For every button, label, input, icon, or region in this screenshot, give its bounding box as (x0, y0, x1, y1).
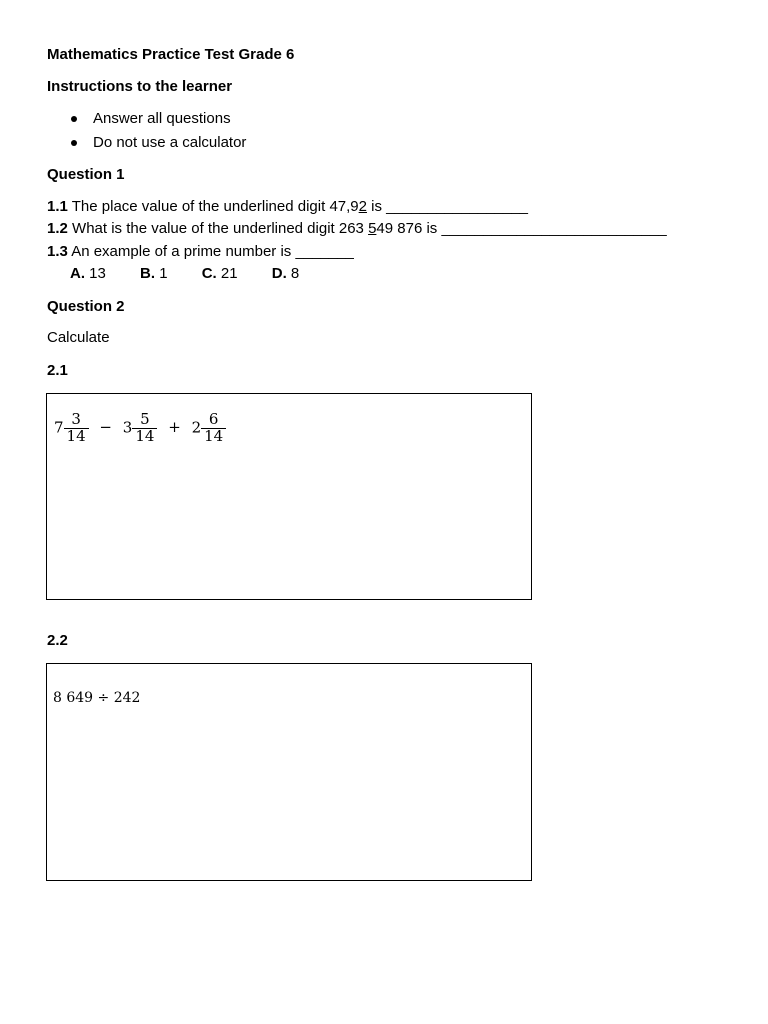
page-title: Mathematics Practice Test Grade 6 (47, 46, 295, 63)
question-1-1 (47, 198, 528, 215)
multiple-choice-options (70, 265, 329, 282)
question-text[interactable]: An example of a prime number is _______ (71, 243, 354, 260)
answer-blank[interactable]: 49 876 is ___________________________ (376, 220, 667, 237)
plus-operator: + (168, 418, 181, 437)
part-2-1-label: 2.1 (47, 362, 68, 379)
question-1-3 (47, 243, 354, 260)
division-expression: 8 649 ÷ 242 (53, 690, 141, 706)
option-c[interactable]: C. 21 (201, 265, 238, 282)
question-text: What is the value of the underlined digit 263 (72, 220, 369, 237)
part-2-2-label: 2.2 (47, 632, 68, 649)
fraction: $\frac{6}{14}$ (201, 412, 226, 445)
instruction-item: Do not use a calculator (93, 134, 247, 151)
answer-box-2-1[interactable] (46, 393, 532, 600)
fraction: $\frac{5}{14}$ (132, 412, 157, 445)
question-1-2 (47, 220, 667, 237)
fraction-expression: 7 $\frac{3}{14}$ − 3 $\frac{5}{14}$ + 2 $\frac{6}{14}$ (54, 412, 226, 445)
fraction: $\frac{3}{14}$ (64, 412, 89, 445)
question-number: 1.3 (47, 243, 68, 260)
minus-operator: − (99, 418, 112, 437)
question-2-heading: Question 2 (47, 298, 125, 315)
bullet-icon (71, 116, 77, 122)
underlined-digit: 2 (358, 198, 367, 215)
answer-blank[interactable]: is _________________ (366, 198, 528, 215)
option-d[interactable]: D. 8 (271, 265, 300, 282)
instructions-heading: Instructions to the learner (47, 78, 233, 95)
question-2-instruction: Calculate (47, 329, 110, 346)
question-1-heading: Question 1 (47, 166, 125, 183)
underlined-digit: 5 (368, 220, 377, 237)
option-b[interactable]: B. 1 (140, 265, 168, 282)
option-a[interactable]: A. 13 (70, 265, 106, 282)
bullet-icon (71, 140, 77, 146)
question-number: 1.2 (47, 220, 68, 237)
instruction-item: Answer all questions (93, 110, 231, 127)
answer-box-2-2[interactable] (46, 663, 532, 881)
question-number: 1.1 (47, 198, 68, 215)
question-text: The place value of the underlined digit 47,9 (71, 198, 359, 215)
